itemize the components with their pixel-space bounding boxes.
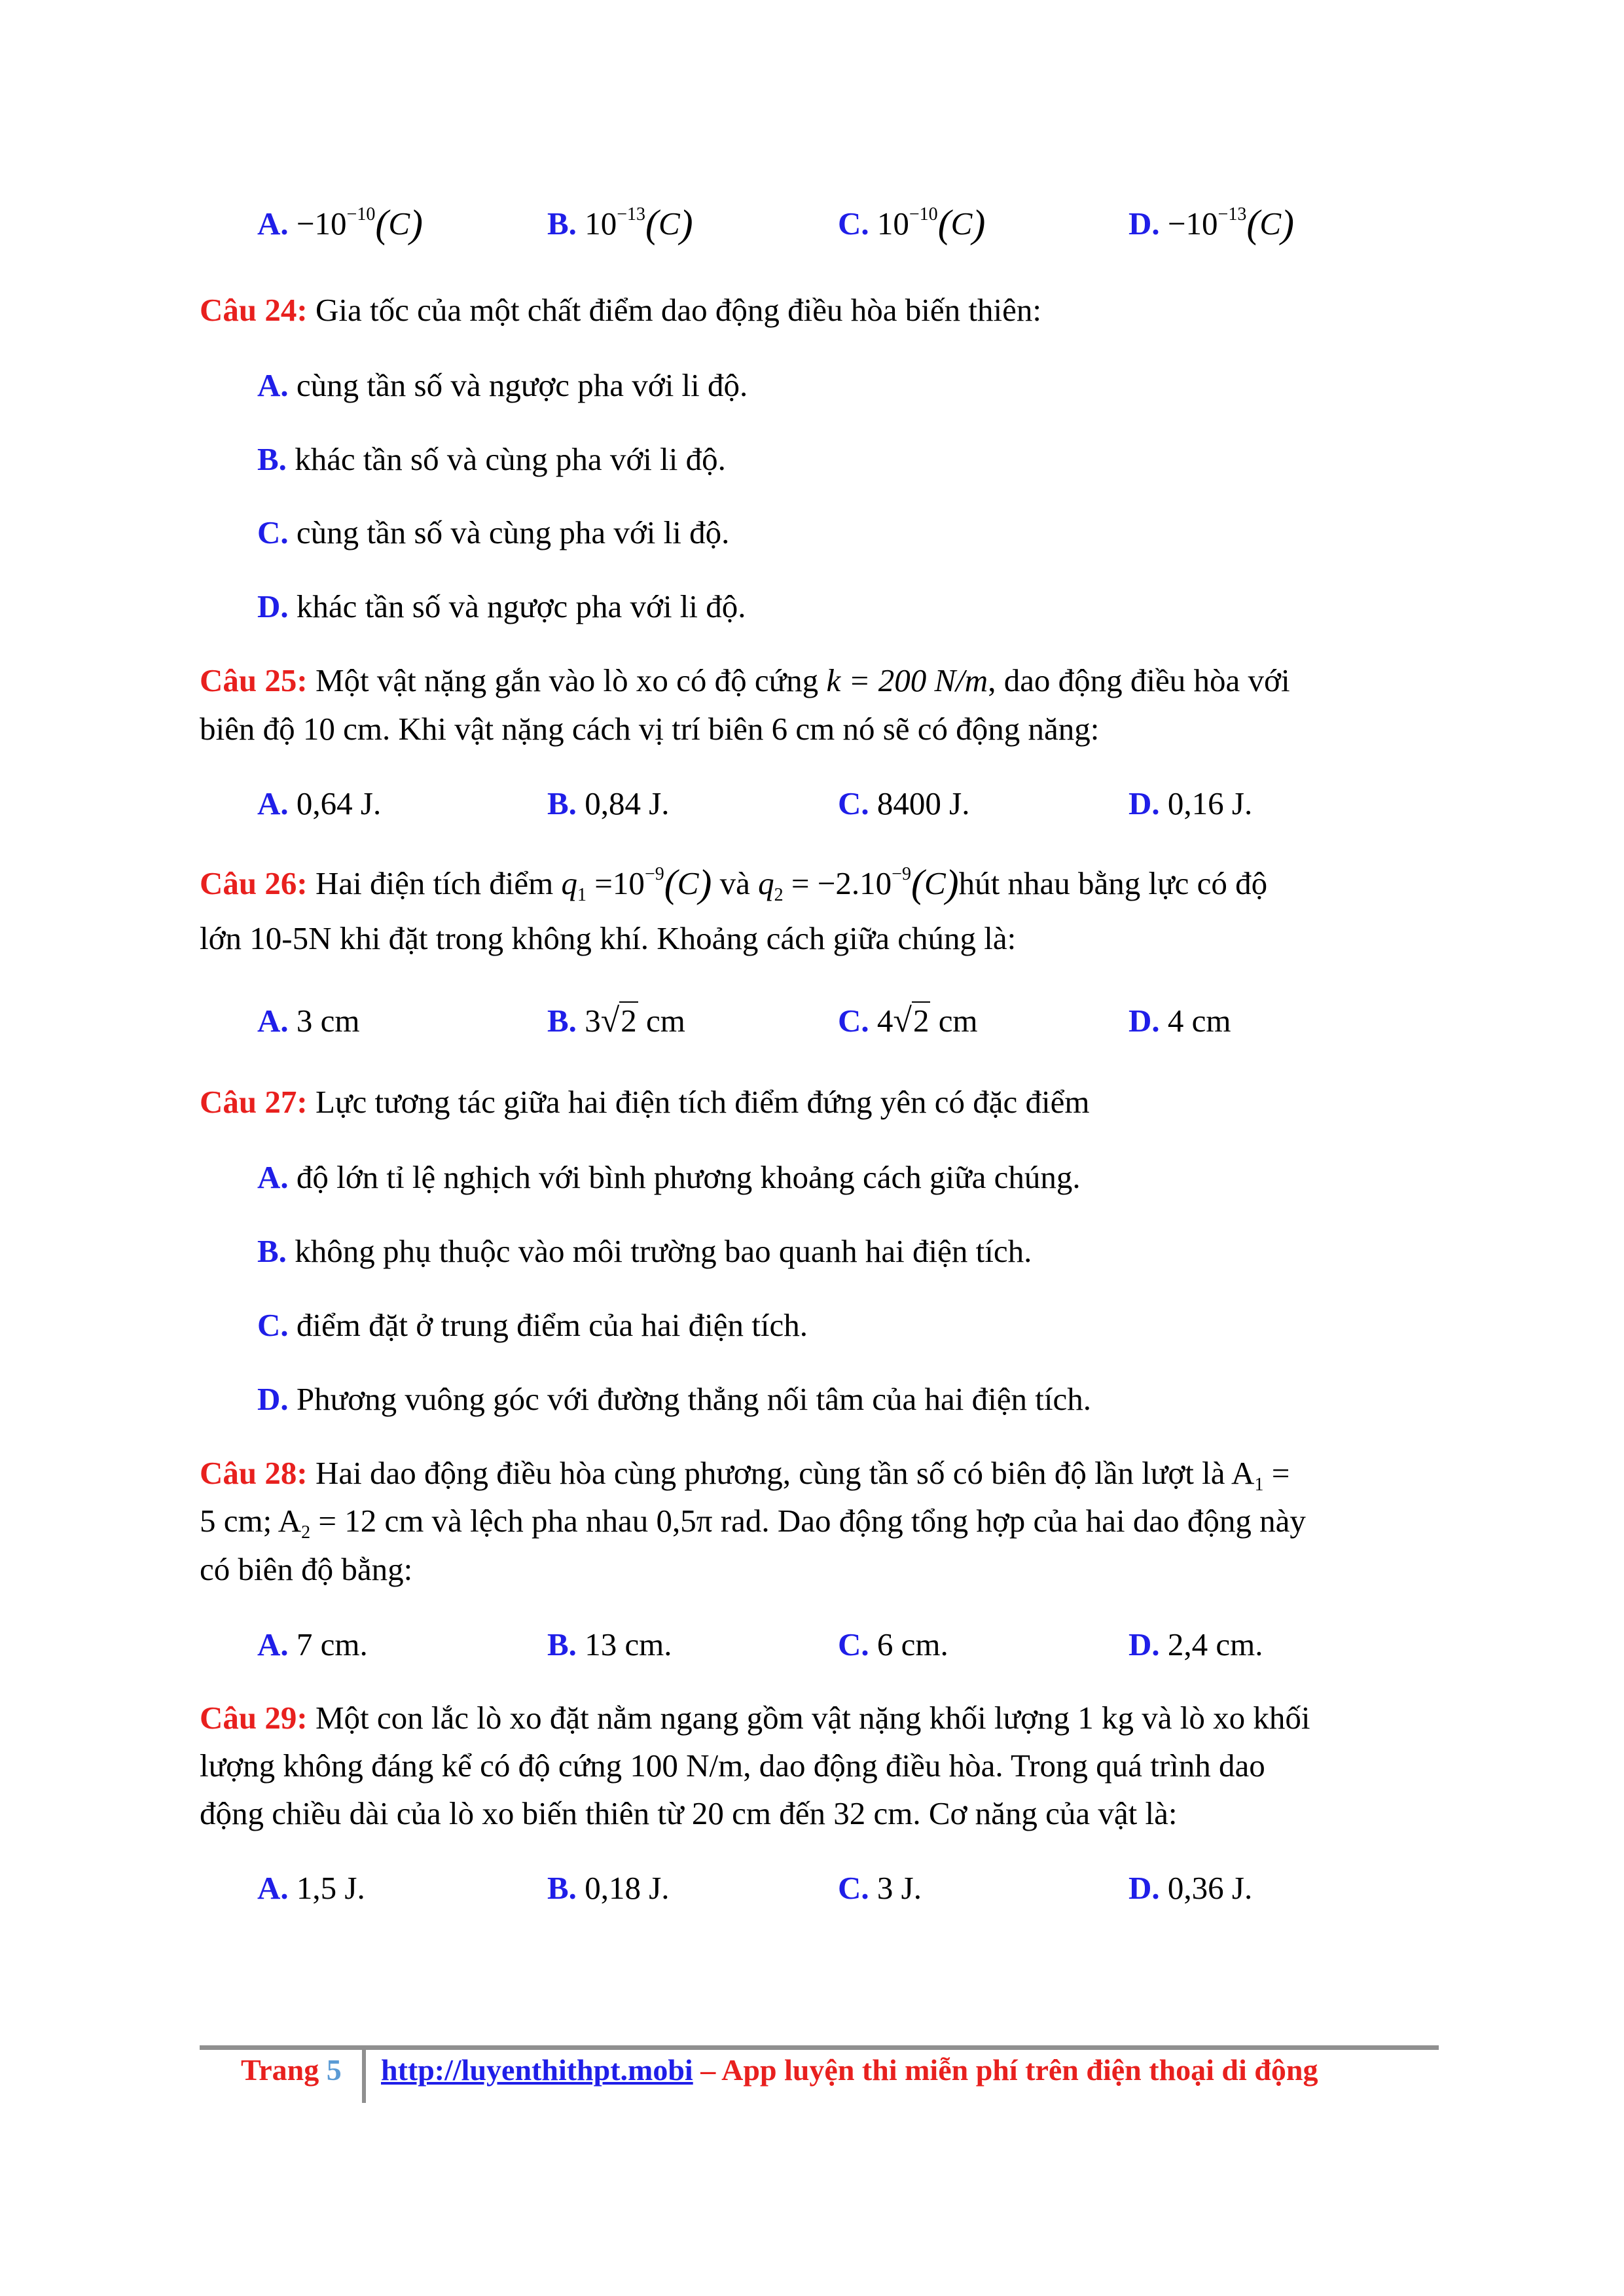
footer-page-number: Trang 5 bbox=[241, 2053, 342, 2087]
q26-option-c: C. 4√2 cm bbox=[838, 995, 978, 1047]
footer-link[interactable]: http://luyenthithpt.mobi bbox=[381, 2053, 693, 2087]
q25-option-b: B. 0,84 J. bbox=[547, 785, 670, 821]
q29-options bbox=[0, 1862, 1624, 1914]
q26-options bbox=[0, 995, 1624, 1047]
q24-option-d: D. khác tần số và ngược pha với li độ. bbox=[257, 588, 746, 624]
q23-option-a: A. $-10^{-10}(C)$ bbox=[257, 202, 423, 245]
q27-option-c: C. điểm đặt ở trung điểm của hai điện tích. bbox=[257, 1307, 808, 1343]
q24-option-b: B. khác tần số và cùng pha với li độ. bbox=[257, 441, 726, 477]
q29-option-d: D. 0,36 J. bbox=[1128, 1870, 1253, 1906]
q26-stem-line2: lớn 10-5N khi đặt trong không khí. Khoảng cách giữa chúng là: bbox=[200, 920, 1017, 956]
q24-option-a: A. cùng tần số và ngược pha với li độ. bbox=[257, 367, 748, 403]
q26-stem-line1: Câu 26: Hai điện tích điểm $q_1 =10^{-9}(C)$ và $q_2$ = $-2.10^{-9}(C)hút$ nhau bằng lực có độ bbox=[200, 862, 1268, 905]
q29-stem-line3: động chiều dài của lò xo biến thiên từ 20 cm đến 32 cm. Cơ năng của vật là: bbox=[200, 1795, 1178, 1831]
q28-options bbox=[0, 1619, 1624, 1671]
q25-options bbox=[0, 778, 1624, 830]
q28-option-d: D. 2,4 cm. bbox=[1128, 1626, 1263, 1662]
footer-separator bbox=[362, 2045, 366, 2103]
q26-option-b: B. 3√2 cm bbox=[547, 995, 685, 1047]
q23-option-b: B. $10^{-13}(C)$ bbox=[547, 202, 693, 245]
q27-option-d: D. Phương vuông góc với đường thẳng nối tâm của hai điện tích. bbox=[257, 1381, 1092, 1417]
q28-stem-line1: Câu 28: Hai dao động điều hòa cùng phương, cùng tần số có biên độ lần lượt là $A_1$ = bbox=[200, 1455, 1290, 1495]
q25-option-a: A. 0,64 J. bbox=[257, 785, 382, 821]
q29-stem-line2: lượng không đáng kể có độ cứng 100 N/m, dao động điều hòa. Trong quá trình dao bbox=[200, 1748, 1265, 1784]
q23-option-c: C. $10^{-10}(C)$ bbox=[838, 202, 986, 245]
q28-option-b: B. 13 cm. bbox=[547, 1626, 672, 1662]
q25-option-c: C. 8400 J. bbox=[838, 785, 970, 821]
q24-stem: Câu 24: Gia tốc của một chất điểm dao động điều hòa biến thiên: bbox=[200, 292, 1041, 328]
q29-option-a: A. 1,5 J. bbox=[257, 1870, 365, 1906]
q23-options bbox=[0, 198, 1624, 250]
q27-option-b: B. không phụ thuộc vào môi trường bao quanh hai điện tích. bbox=[257, 1233, 1032, 1269]
q28-stem-line3: có biên độ bằng: bbox=[200, 1551, 413, 1587]
q29-stem-line1: Câu 29: Một con lắc lò xo đặt nằm ngang gồm vật nặng khối lượng 1 kg và lò xo khối bbox=[200, 1700, 1310, 1736]
q25-stem-line2: biên độ 10 cm. Khi vật nặng cách vị trí biên 6 cm nó sẽ có động năng: bbox=[200, 711, 1100, 747]
q29-option-c: C. 3 J. bbox=[838, 1870, 922, 1906]
q28-option-a: A. 7 cm. bbox=[257, 1626, 368, 1662]
q26-option-d: D. 4 cm bbox=[1128, 1003, 1231, 1039]
q26-option-a: A. 3 cm bbox=[257, 1003, 360, 1039]
q25-stem-line1: Câu 25: Một vật nặng gắn vào lò xo có độ cứng k = 200 N/m, dao động điều hòa với bbox=[200, 662, 1290, 698]
q28-stem-line2: 5 cm; $A_2 = 12$ cm và lệch pha nhau 0,5π rad. Dao động tổng hợp của hai dao động này bbox=[200, 1503, 1306, 1543]
q27-stem: Câu 27: Lực tương tác giữa hai điện tích điểm đứng yên có đặc điểm bbox=[200, 1084, 1090, 1120]
footer-promo: http://luyenthithpt.mobi – App luyện thi miễn phí trên điện thoại di động bbox=[381, 2053, 1318, 2087]
sqrt-symbol: √2 bbox=[600, 1002, 637, 1039]
q27-option-a: A. độ lớn tỉ lệ nghịch với bình phương khoảng cách giữa chúng. bbox=[257, 1159, 1081, 1195]
q25-option-d: D. 0,16 J. bbox=[1128, 785, 1253, 821]
q29-option-b: B. 0,18 J. bbox=[547, 1870, 670, 1906]
sqrt-symbol: √2 bbox=[893, 1002, 929, 1039]
q23-option-d: D. $-10^{-13}(C)$ bbox=[1128, 202, 1294, 245]
q28-option-c: C. 6 cm. bbox=[838, 1626, 948, 1662]
q24-option-c: C. cùng tần số và cùng pha với li độ. bbox=[257, 514, 730, 550]
